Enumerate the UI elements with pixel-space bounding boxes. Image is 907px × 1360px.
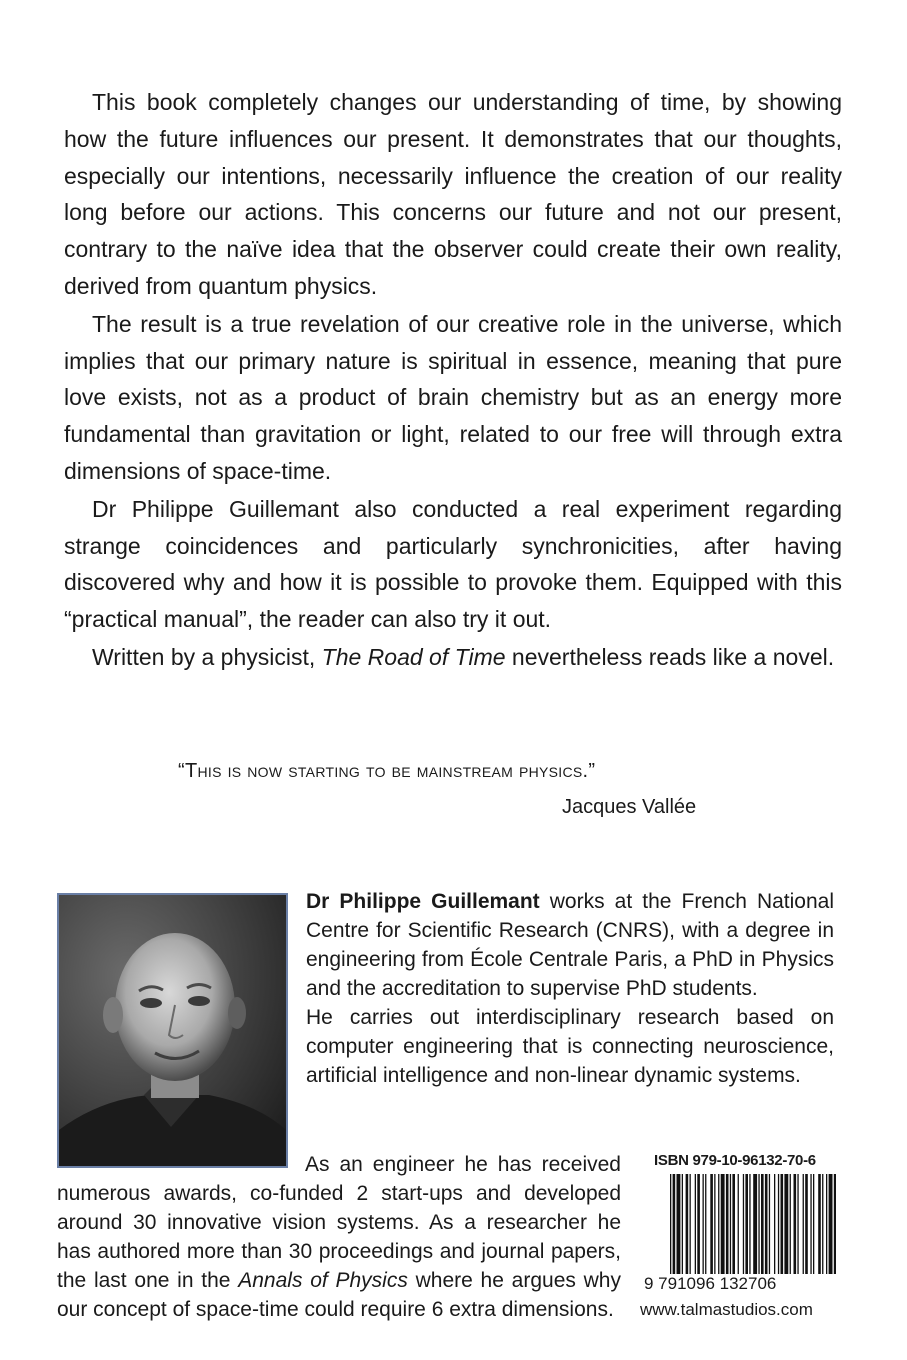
barcode-bar	[697, 1174, 700, 1274]
barcode-bar	[834, 1174, 836, 1274]
barcode-bar	[710, 1174, 713, 1274]
barcode-digits: 9 791096 132706	[644, 1274, 777, 1293]
barcode-bar	[695, 1174, 696, 1274]
barcode-bar	[829, 1174, 833, 1274]
barcode-bar	[682, 1174, 683, 1274]
barcode-icon	[670, 1174, 836, 1274]
author-photo	[57, 893, 288, 1168]
barcode-bar	[790, 1174, 791, 1274]
author-bio-lower	[57, 1150, 621, 1324]
barcode-bar	[765, 1174, 768, 1274]
barcode-bar	[738, 1174, 739, 1274]
bio-paragraph-3	[57, 1150, 621, 1324]
barcode-bar	[781, 1174, 784, 1274]
quote-author: Jacques Vallée	[562, 796, 697, 818]
barcode-bar	[677, 1174, 681, 1274]
bio-p3-text: numerous awards, co-funded 2 start-ups and developed around 30 innovative vision systems. As a researcher he has authored more than 30 proceedings and journal papers, the last one in the	[57, 1182, 621, 1292]
blurb-paragraph-4	[64, 639, 842, 676]
endorsement-quote	[178, 760, 738, 818]
barcode-bar	[705, 1174, 706, 1274]
barcode-bar	[743, 1174, 744, 1274]
barcode-bar	[718, 1174, 719, 1274]
publisher-website: www.talmastudios.com	[640, 1300, 813, 1319]
blurb-p4-end: nevertheless reads like a novel.	[505, 643, 835, 670]
barcode-bar	[822, 1174, 823, 1274]
back-cover-blurb	[64, 84, 842, 676]
barcode-bar	[690, 1174, 691, 1274]
barcode-bar	[818, 1174, 821, 1274]
blurb-p4-start: Written by a physicist,	[92, 643, 322, 670]
bio-p3-end: where he argues why our concept of space-time could require 6 extra dimensions.	[57, 1269, 621, 1321]
barcode-bar	[758, 1174, 759, 1274]
barcode-bar	[745, 1174, 748, 1274]
bio-paragraph-2: He carries out interdisciplinary research based on computer engineering that is connecting neuroscience, artificial intelligence and non-linear dynamic systems.	[306, 1006, 834, 1087]
photo-spacer	[57, 1150, 305, 1179]
barcode-bar	[797, 1174, 798, 1274]
bio-paragraph-1	[306, 887, 834, 1003]
book-title: The Road of Time	[321, 643, 506, 670]
journal-title: Annals of Physics	[238, 1269, 408, 1292]
barcode-bar	[805, 1174, 808, 1274]
bio-p1-text: works at the French National Centre for Scientific Research (CNRS), with a degree in engineering from École Centrale Paris, a PhD in Physics and the accreditation to supervise PhD students.	[306, 890, 835, 1000]
barcode-bar	[732, 1174, 735, 1274]
barcode-bar	[784, 1174, 788, 1274]
barcode-bar	[721, 1174, 725, 1274]
barcode-bar	[730, 1174, 731, 1274]
barcode-bar	[810, 1174, 811, 1274]
barcode-bar	[686, 1174, 689, 1274]
barcode-bar	[774, 1174, 775, 1274]
barcode-bar	[670, 1174, 671, 1274]
barcode-bar	[749, 1174, 750, 1274]
barcode-bar	[703, 1174, 704, 1274]
blurb-paragraph-1: This book completely changes our understanding of time, by showing how the future influences our present. It demonstrates that our thoughts, especially our intentions, necessarily influence the creation of our reality long before our actions. This concerns our future and not our present, contrary to the naïve idea that the observer could create their own reality, derived from quantum physics.	[64, 89, 842, 299]
author-name: Dr Philippe Guillemant	[306, 890, 540, 913]
isbn-label: ISBN 979-10-96132-70-6	[654, 1152, 816, 1169]
barcode-bar	[673, 1174, 676, 1274]
barcode-bar	[753, 1174, 757, 1274]
barcode-bar	[714, 1174, 715, 1274]
barcode-bar	[769, 1174, 770, 1274]
quote-text: “This is now starting to be mainstream physics.”	[178, 760, 596, 782]
barcode-bar	[813, 1174, 814, 1274]
barcode-bar	[794, 1174, 797, 1274]
author-bio-upper	[306, 887, 834, 1090]
barcode-bar	[803, 1174, 804, 1274]
isbn-barcode-block	[640, 1150, 840, 1310]
barcode-bar	[726, 1174, 729, 1274]
barcode-bar	[761, 1174, 764, 1274]
barcode-bar	[778, 1174, 779, 1274]
bio-p3-first-line: As an engineer he has received	[305, 1153, 621, 1176]
blurb-paragraph-3: Dr Philippe Guillemant also conducted a real experiment regarding strange coincidences and particularly synchronicities, after having discovered why and how it is possible to provoke them. Equipped with this “practical manual”, the reader can also try it out.	[64, 495, 842, 633]
barcode-bar	[826, 1174, 827, 1274]
blurb-paragraph-2: The result is a true revelation of our creative role in the universe, which implies that our primary nature is spiritual in essence, meaning that pure love exists, not as a product of brain chemistry but as an energy more fundamental than gravitation or light, related to our free will through extra dimensions of space-time.	[64, 310, 842, 484]
